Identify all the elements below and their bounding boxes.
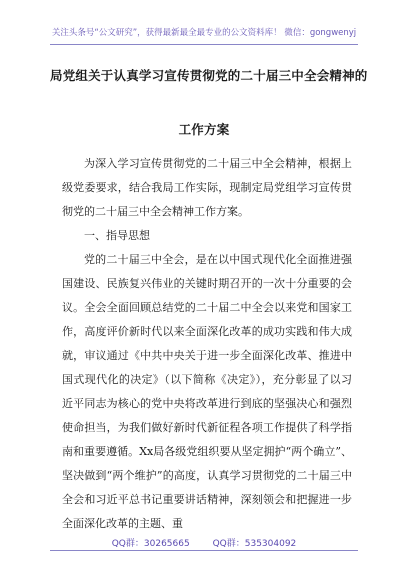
footer — [0, 536, 408, 549]
section-heading-guiding-thought: 一、指导思想 — [84, 229, 150, 242]
section-paragraph-guiding-thought: 党的二十届三中全会，是在以中国式现代化全面推进强国建设、民族复兴伟业的关键时期召开的一次十分重要的会议。全会全面回顾总结党的二十届二中全会以来党和国家工作，高度评价新时代以来全面深化改革的成功实践和伟大成就，审议通过《中共中央关于进一步全面深化改革、推进中国式现代化的决定》（以下简称《决定》），充分彰显了以习近平同志为核心的党中央将改革进行到底的坚强决心和强烈使命担当，为我们做好新时代新征程各项工作提供了科学指南和重要遵循。Xx局各级党组织要从坚定拥护“两个确立”、坚决做到“两个维护”的高度，认真学习贯彻党的二十届三中全会和习近平总书记重要讲话精神，深刻领会和把握进一步全面深化改革的主题、重 — [62, 253, 352, 530]
intro-paragraph: 为深入学习宣传贯彻党的二十届三中全会精神，根据上级党委要求，结合我局工作实际，现制定局党组学习宣传贯彻党的二十届三中全会精神工作方案。 — [62, 157, 352, 218]
footer-qq-group-2: QQ群：535304092 — [212, 539, 297, 549]
document-title-line1: 局党组关于认真学习宣传贯彻党的二十届三中全会精神的 — [50, 68, 368, 83]
header-divider — [50, 44, 358, 45]
footer-divider — [50, 550, 358, 551]
header-note: 关注头条号“公文研究”，获得最新最全最专业的公文资料库！ 微信：gongwenyj — [51, 28, 357, 38]
document-title-line2: 工作方案 — [178, 122, 230, 137]
document-body — [62, 152, 352, 536]
footer-qq-group-1: QQ群：30265665 — [111, 539, 190, 549]
